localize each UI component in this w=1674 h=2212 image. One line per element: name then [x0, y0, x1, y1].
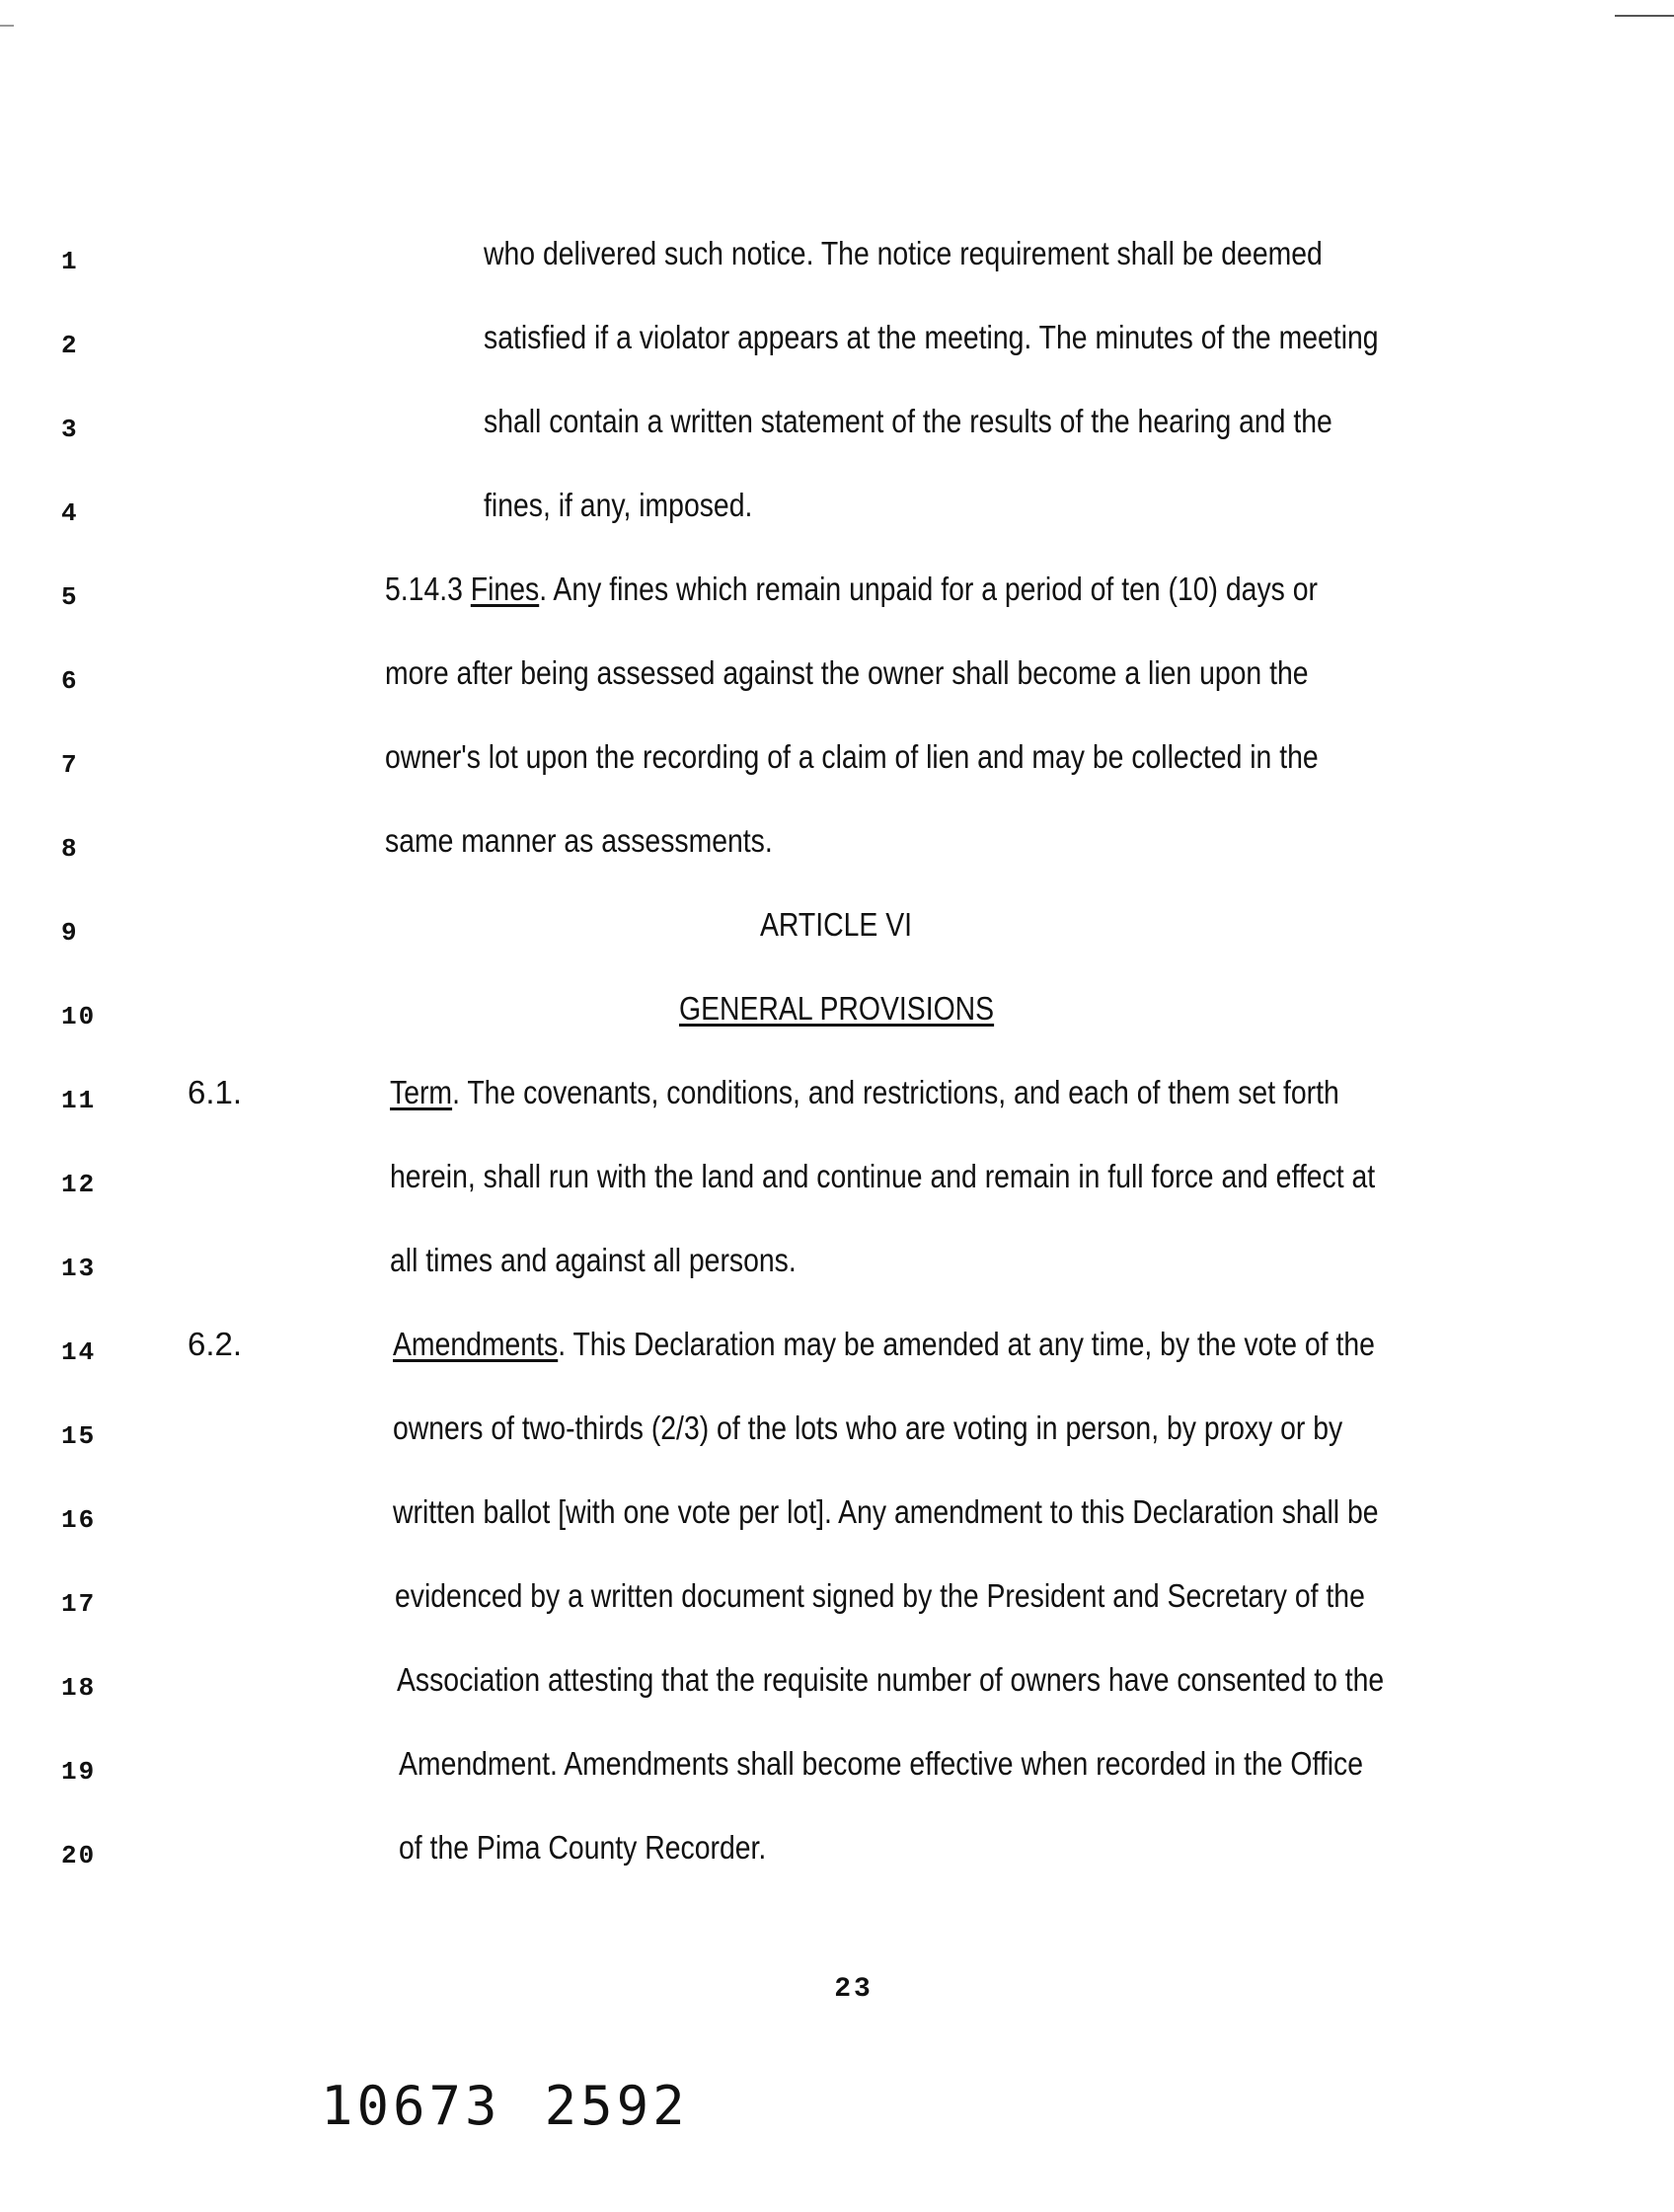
- line-number: 17: [61, 1589, 97, 1619]
- recording-page: 2592: [544, 2075, 689, 2137]
- text-line: more after being assessed against the owner shall become a lien upon the: [385, 654, 1309, 691]
- text-line: owner's lot upon the recording of a claim of lien and may be collected in the: [385, 738, 1319, 775]
- line-number: 15: [61, 1421, 97, 1451]
- page-number: 23: [834, 1974, 874, 2005]
- article-subtitle: GENERAL PROVISIONS: [679, 990, 995, 1027]
- line-number: 2: [61, 331, 79, 360]
- line-number: 7: [61, 750, 79, 780]
- term-text: . The covenants, conditions, and restrictions, and each of them set forth: [452, 1074, 1339, 1110]
- article-title: ARTICLE VI: [760, 906, 913, 943]
- text-line: of the Pima County Recorder.: [399, 1829, 767, 1866]
- text-line: shall contain a written statement of the results of the hearing and the: [484, 403, 1332, 439]
- line-number: 18: [61, 1673, 97, 1703]
- line-number: 4: [61, 498, 79, 528]
- text-line: written ballot [with one vote per lot]. Any amendment to this Declaration shall be: [393, 1493, 1379, 1530]
- line-number: 14: [61, 1337, 97, 1367]
- line-number: 12: [61, 1170, 97, 1199]
- text-line: evidenced by a written document signed by the President and Secretary of the: [395, 1577, 1365, 1614]
- text-line: same manner as assessments.: [385, 822, 773, 859]
- line-number: 1: [61, 247, 79, 276]
- text-line: satisfied if a violator appears at the meeting. The minutes of the meeting: [484, 319, 1379, 355]
- amendments-first-line: [393, 1326, 1375, 1363]
- amendments-text: . This Declaration may be amended at any time, by the vote of the: [558, 1326, 1375, 1362]
- recording-docket: 10673: [321, 2075, 501, 2137]
- text-line: fines, if any, imposed.: [484, 487, 753, 523]
- line-number: 9: [61, 918, 79, 948]
- line-number: 11: [61, 1086, 97, 1115]
- line-number: 5: [61, 582, 79, 612]
- term-heading: Term: [390, 1074, 453, 1110]
- fines-text: . Any fines which remain unpaid for a period of ten (10) days or: [539, 571, 1318, 607]
- line-number: 20: [61, 1841, 97, 1870]
- line-number: 6: [61, 666, 79, 696]
- section-number-term: 6.1.: [188, 1074, 243, 1110]
- section-number-amendments: 6.2.: [188, 1326, 243, 1362]
- line-number: 8: [61, 834, 79, 864]
- line-number: 3: [61, 415, 79, 444]
- fines-section-number: 5.14.3: [385, 571, 463, 607]
- scan-mark-top-right: [1615, 15, 1674, 17]
- line-number: 19: [61, 1757, 97, 1787]
- fines-first-line: [385, 571, 1318, 608]
- line-number: 10: [61, 1002, 97, 1031]
- scan-mark-top-left: [0, 25, 14, 27]
- recording-stamp: [321, 2075, 689, 2137]
- term-first-line: [390, 1074, 1339, 1111]
- text-line: herein, shall run with the land and continue and remain in full force and effect at: [390, 1158, 1376, 1194]
- text-line: owners of two-thirds (2/3) of the lots who are voting in person, by proxy or by: [393, 1410, 1343, 1446]
- text-line: all times and against all persons.: [390, 1242, 797, 1278]
- text-line: Association attesting that the requisite number of owners have consented to the: [397, 1661, 1385, 1698]
- fines-heading: Fines: [470, 571, 540, 607]
- line-number: 16: [61, 1505, 97, 1535]
- text-line: Amendment. Amendments shall become effective when recorded in the Office: [399, 1745, 1364, 1782]
- amendments-heading: Amendments: [393, 1326, 559, 1362]
- line-number: 13: [61, 1254, 97, 1283]
- text-line: who delivered such notice. The notice requirement shall be deemed: [484, 235, 1323, 271]
